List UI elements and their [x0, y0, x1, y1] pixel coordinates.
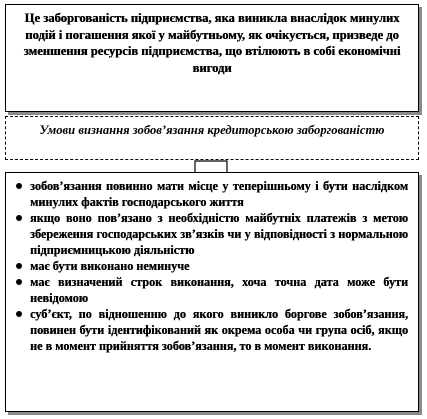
bullet-icon — [16, 311, 22, 317]
conditions-box — [5, 172, 419, 412]
bullet-icon — [16, 215, 22, 221]
bullet-icon — [16, 183, 22, 189]
bullet-icon — [16, 263, 22, 269]
bullet-icon — [16, 279, 22, 285]
list-item — [12, 178, 408, 210]
definition-box — [5, 4, 419, 112]
list-item — [12, 274, 408, 306]
list-item — [12, 210, 408, 258]
list-item — [12, 258, 408, 274]
conditions-title-text: Умови визнання зобов’язання кредиторською заборгованістю — [39, 123, 385, 137]
condition-text: має визначений строк виконання, хоча точна дата може бути невідомою — [30, 275, 408, 305]
condition-text: зобов’язання повинно мати місце у теперішньому і бути наслідком минулих фактів господарського життя — [30, 179, 408, 209]
conditions-title-box — [5, 116, 419, 160]
condition-text: суб’єкт, по відношенню до якого виникло боргове зобов’язання, повинен бути ідентифікований як окрема особа чи група осіб, якщо не в момент прийняття зобов’язання, то в момент виконання. — [30, 307, 408, 353]
conditions-list — [12, 178, 408, 354]
definition-text: Це заборгованість підприємства, яка виникла внаслідок минулих подій і погашення якої у майбутньому, як очікується, призведе до зменшення ресурсів підприємства, що втілюють в собі економічні вигоди — [23, 11, 401, 75]
list-item — [12, 306, 408, 354]
condition-text: має бути виконано неминуче — [30, 259, 190, 273]
condition-text: якщо воно пов’язано з необхідністю майбутніх платежів з метою збереження господарських зв’язків чи у відповідності з нормальною підприємницькою діяльністю — [30, 211, 408, 257]
